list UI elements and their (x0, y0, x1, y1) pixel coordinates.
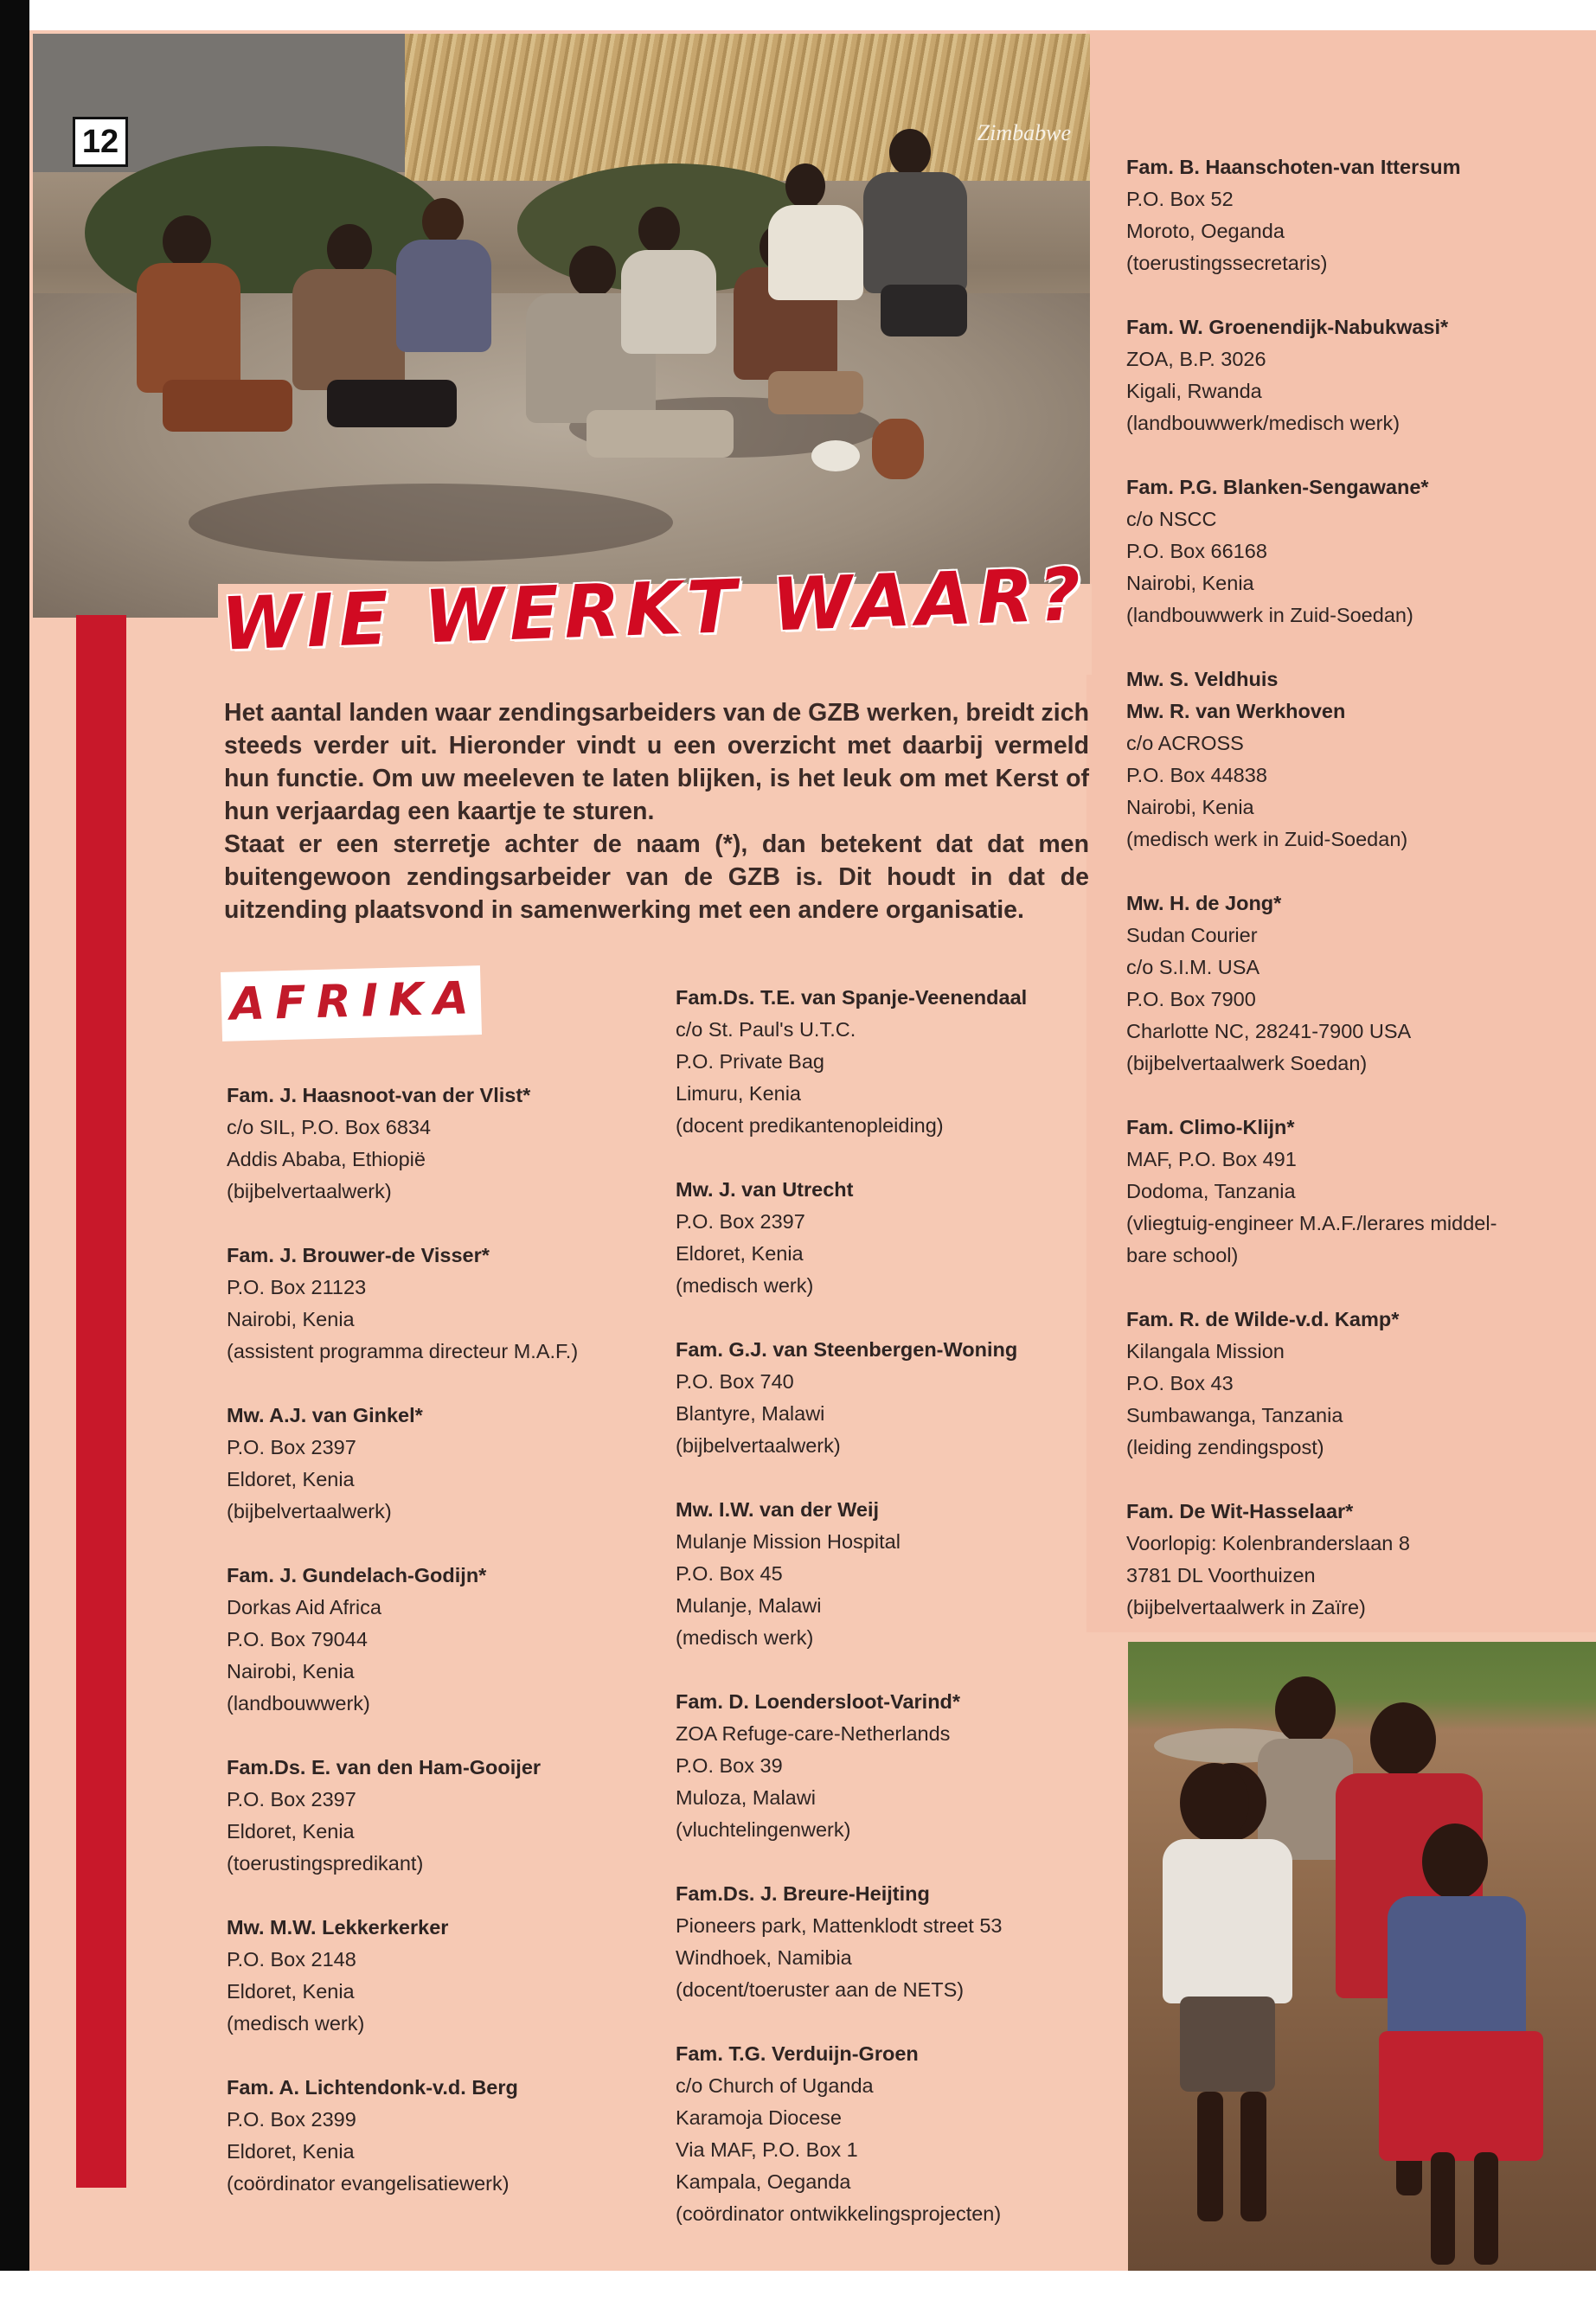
address-entry (676, 1686, 1099, 1846)
entry-line: (toerustingspredikant) (227, 1852, 424, 1875)
entry-name: Fam. G.J. van Steenbergen-Woning (676, 1338, 1018, 1361)
entry-line: Pioneers park, Mattenklodt street 53 (676, 1914, 1003, 1937)
address-entry (227, 1560, 625, 1720)
entry-line: P.O. Box 44838 (1126, 764, 1267, 786)
address-column-3 (1126, 151, 1576, 1656)
entry-line: MAF, P.O. Box 491 (1126, 1148, 1297, 1170)
page-number: 12 (73, 117, 128, 167)
entry-line: Moroto, Oeganda (1126, 220, 1285, 242)
entry-name: Fam. J. Gundelach-Godijn* (227, 1564, 487, 1586)
entry-line: (landbouwwerk/medisch werk) (1126, 412, 1401, 434)
entry-name: Fam. De Wit-Hasselaar* (1126, 1500, 1354, 1522)
intro-paragraph: Het aantal landen waar zendingsarbeiders van de GZB werken, breidt zich steeds verder uit. Hieronder vindt u een overzicht met daarbij vermeld hun functie. Om uw meeleven te laten blijken, is het leuk om met Kerst of hun verjaardag een kaartje te sturen. (224, 699, 1089, 825)
entry-line: P.O. Box 52 (1126, 188, 1234, 210)
section-label (221, 965, 482, 1042)
entry-line: Sudan Courier (1126, 924, 1258, 946)
entry-line: Kigali, Rwanda (1126, 380, 1262, 402)
address-entry (676, 982, 1099, 1142)
entry-line: Eldoret, Kenia (676, 1242, 804, 1265)
entry-line: (assistent programma directeur M.A.F.) (227, 1340, 579, 1362)
entry-name: Fam. W. Groenendijk-Nabukwasi* (1126, 316, 1449, 338)
entry-line: Nairobi, Kenia (227, 1660, 355, 1682)
entry-line: P.O. Private Bag (676, 1050, 824, 1073)
entry-line: (docent/toeruster aan de NETS) (676, 1978, 965, 2001)
entry-line: Kampala, Oeganda (676, 2170, 851, 2193)
entry-line: P.O. Box 2399 (227, 2108, 356, 2131)
entry-line: (medisch werk) (227, 2012, 365, 2035)
entry-name: Mw. I.W. van der Weij (676, 1498, 880, 1521)
entry-line: (toerustingssecretaris) (1126, 252, 1328, 274)
address-entry (1126, 151, 1576, 279)
entry-line: P.O. Box 2148 (227, 1948, 356, 1971)
entry-name: Fam. R. de Wilde-v.d. Kamp* (1126, 1308, 1400, 1330)
entry-line: Eldoret, Kenia (227, 2140, 355, 2163)
entry-line: P.O. Box 43 (1126, 1372, 1234, 1394)
entry-line: Nairobi, Kenia (1126, 796, 1254, 818)
address-entry (227, 1400, 625, 1528)
entry-line: Eldoret, Kenia (227, 1820, 355, 1843)
entry-line: P.O. Box 740 (676, 1370, 794, 1393)
address-entry (676, 1494, 1099, 1654)
entry-line: (docent predikantenopleiding) (676, 1114, 944, 1137)
entry-line: c/o SIL, P.O. Box 6834 (227, 1116, 432, 1138)
photo-children (1128, 1642, 1596, 2271)
entry-line: Addis Ababa, Ethiopië (227, 1148, 426, 1170)
entry-name: Fam.Ds. T.E. van Spanje-Veenendaal (676, 986, 1028, 1009)
address-entry (227, 1080, 625, 1208)
photo-caption: Zimbabwe (977, 120, 1071, 145)
entry-line: P.O. Box 66168 (1126, 540, 1267, 562)
entry-name: Fam. Climo-Klijn* (1126, 1116, 1295, 1138)
entry-name: Mw. S. Veldhuis (1126, 668, 1279, 690)
entry-name: Mw. J. van Utrecht (676, 1178, 854, 1201)
entry-line: (bijbelvertaalwerk) (227, 1180, 392, 1202)
address-entry (676, 2038, 1099, 2230)
address-entry (227, 1752, 625, 1880)
address-entry (676, 1878, 1099, 2006)
entry-line: Nairobi, Kenia (1126, 572, 1254, 594)
entry-line: (bijbelvertaalwerk) (676, 1434, 841, 1457)
entry-name: Fam. T.G. Verduijn-Groen (676, 2042, 919, 2065)
entry-line: (vliegtuig-engineer M.A.F./lerares middel- (1126, 1212, 1497, 1234)
entry-line: (medisch werk) (676, 1274, 814, 1297)
page-title: WIE WERKT WAAR? (220, 551, 1087, 667)
address-column-1 (227, 1080, 625, 2232)
entry-line: P.O. Box 7900 (1126, 988, 1256, 1010)
entry-line: Blantyre, Malawi (676, 1402, 825, 1425)
entry-line: P.O. Box 2397 (227, 1436, 356, 1458)
address-entry (227, 1912, 625, 2040)
magazine-page (29, 30, 1596, 2271)
entry-line: Kilangala Mission (1126, 1340, 1285, 1362)
entry-line: Dorkas Aid Africa (227, 1596, 381, 1618)
entry-line: (leiding zendingspost) (1126, 1436, 1324, 1458)
entry-line: (bijbelvertaalwerk) (227, 1500, 392, 1522)
entry-line: P.O. Box 45 (676, 1562, 783, 1585)
red-margin-bar (76, 615, 126, 2188)
entry-name: Mw. M.W. Lekkerkerker (227, 1916, 449, 1939)
address-entry (1126, 663, 1576, 856)
entry-line: (bijbelvertaalwerk in Zaïre) (1126, 1596, 1366, 1618)
photo-men-on-rock (33, 34, 1090, 618)
entry-line: P.O. Box 79044 (227, 1628, 368, 1650)
entry-name: Fam. J. Brouwer-de Visser* (227, 1244, 490, 1266)
scan-edge (0, 0, 29, 2301)
entry-name: Mw. A.J. van Ginkel* (227, 1404, 423, 1426)
intro-text (224, 696, 1089, 926)
entry-line: Mulanje, Malawi (676, 1594, 822, 1617)
entry-line: (bijbelvertaalwerk Soedan) (1126, 1052, 1368, 1074)
entry-line: c/o Church of Uganda (676, 2074, 874, 2097)
entry-line: Limuru, Kenia (676, 1082, 801, 1105)
address-entry (676, 1174, 1099, 1302)
entry-line: c/o S.I.M. USA (1126, 956, 1260, 978)
entry-line: (coördinator evangelisatiewerk) (227, 2172, 510, 2195)
entry-line: Dodoma, Tanzania (1126, 1180, 1296, 1202)
entry-line: ZOA Refuge-care-Netherlands (676, 1722, 951, 1745)
entry-line: Muloza, Malawi (676, 1786, 816, 1809)
address-entry (1126, 888, 1576, 1080)
address-entry (1126, 1112, 1576, 1272)
entry-line: Karamoja Diocese (676, 2106, 843, 2129)
address-column-2 (676, 982, 1099, 2262)
entry-line: 3781 DL Voorthuizen (1126, 1564, 1316, 1586)
address-entry (1126, 1304, 1576, 1464)
entry-name: Mw. R. van Werkhoven (1126, 700, 1346, 722)
entry-line: Sumbawanga, Tanzania (1126, 1404, 1343, 1426)
entry-name: Fam. B. Haanschoten-van Ittersum (1126, 156, 1461, 178)
address-entry (227, 1240, 625, 1368)
entry-line: Nairobi, Kenia (227, 1308, 355, 1330)
entry-name: Fam. J. Haasnoot-van der Vlist* (227, 1084, 531, 1106)
address-entry (1126, 1496, 1576, 1624)
entry-name: Fam. A. Lichtendonk-v.d. Berg (227, 2076, 518, 2099)
entry-line: Eldoret, Kenia (227, 1468, 355, 1490)
entry-line: (medisch werk) (676, 1626, 814, 1649)
entry-line: c/o St. Paul's U.T.C. (676, 1018, 856, 1041)
entry-line: bare school) (1126, 1244, 1239, 1266)
entry-line: ZOA, B.P. 3026 (1126, 348, 1266, 370)
entry-line: c/o NSCC (1126, 508, 1217, 530)
address-entry (1126, 311, 1576, 439)
entry-line: Charlotte NC, 28241-7900 USA (1126, 1020, 1412, 1042)
entry-line: Windhoek, Namibia (676, 1946, 852, 1969)
entry-line: c/o ACROSS (1126, 732, 1244, 754)
entry-line: (coördinator ontwikkelingsprojecten) (676, 2202, 1002, 2225)
entry-name: Fam. P.G. Blanken-Sengawane* (1126, 476, 1429, 498)
entry-line: Eldoret, Kenia (227, 1980, 355, 2003)
entry-line: Voorlopig: Kolenbranderslaan 8 (1126, 1532, 1410, 1554)
intro-paragraph: Staat er een sterretje achter de naam (*), dan betekent dat dat men buitengewoon zendingsarbeider van de GZB is. Dit houdt in dat de uitzending plaatsvond in samenwerking met een andere organisatie. (224, 830, 1089, 924)
entry-name: Fam. D. Loendersloot-Varind* (676, 1690, 961, 1713)
entry-name: Fam.Ds. J. Breure-Heijting (676, 1882, 930, 1905)
entry-line: Via MAF, P.O. Box 1 (676, 2138, 858, 2161)
entry-line: P.O. Box 39 (676, 1754, 783, 1777)
entry-line: P.O. Box 21123 (227, 1276, 367, 1298)
scan-edge (0, 2271, 1596, 2301)
section-label-text: AFRIKA (229, 972, 480, 1031)
address-entry (676, 1334, 1099, 1462)
entry-name: Mw. H. de Jong* (1126, 892, 1282, 914)
address-entry (1126, 471, 1576, 631)
entry-line: (medisch werk in Zuid-Soedan) (1126, 828, 1408, 850)
entry-line: P.O. Box 2397 (227, 1788, 356, 1811)
entry-line: Mulanje Mission Hospital (676, 1530, 901, 1553)
entry-line: (landbouwwerk in Zuid-Soedan) (1126, 604, 1413, 626)
entry-line: (vluchtelingenwerk) (676, 1818, 851, 1841)
entry-line: P.O. Box 2397 (676, 1210, 805, 1233)
address-entry (227, 2072, 625, 2200)
entry-name: Fam.Ds. E. van den Ham-Gooijer (227, 1756, 542, 1779)
entry-line: (landbouwwerk) (227, 1692, 370, 1715)
